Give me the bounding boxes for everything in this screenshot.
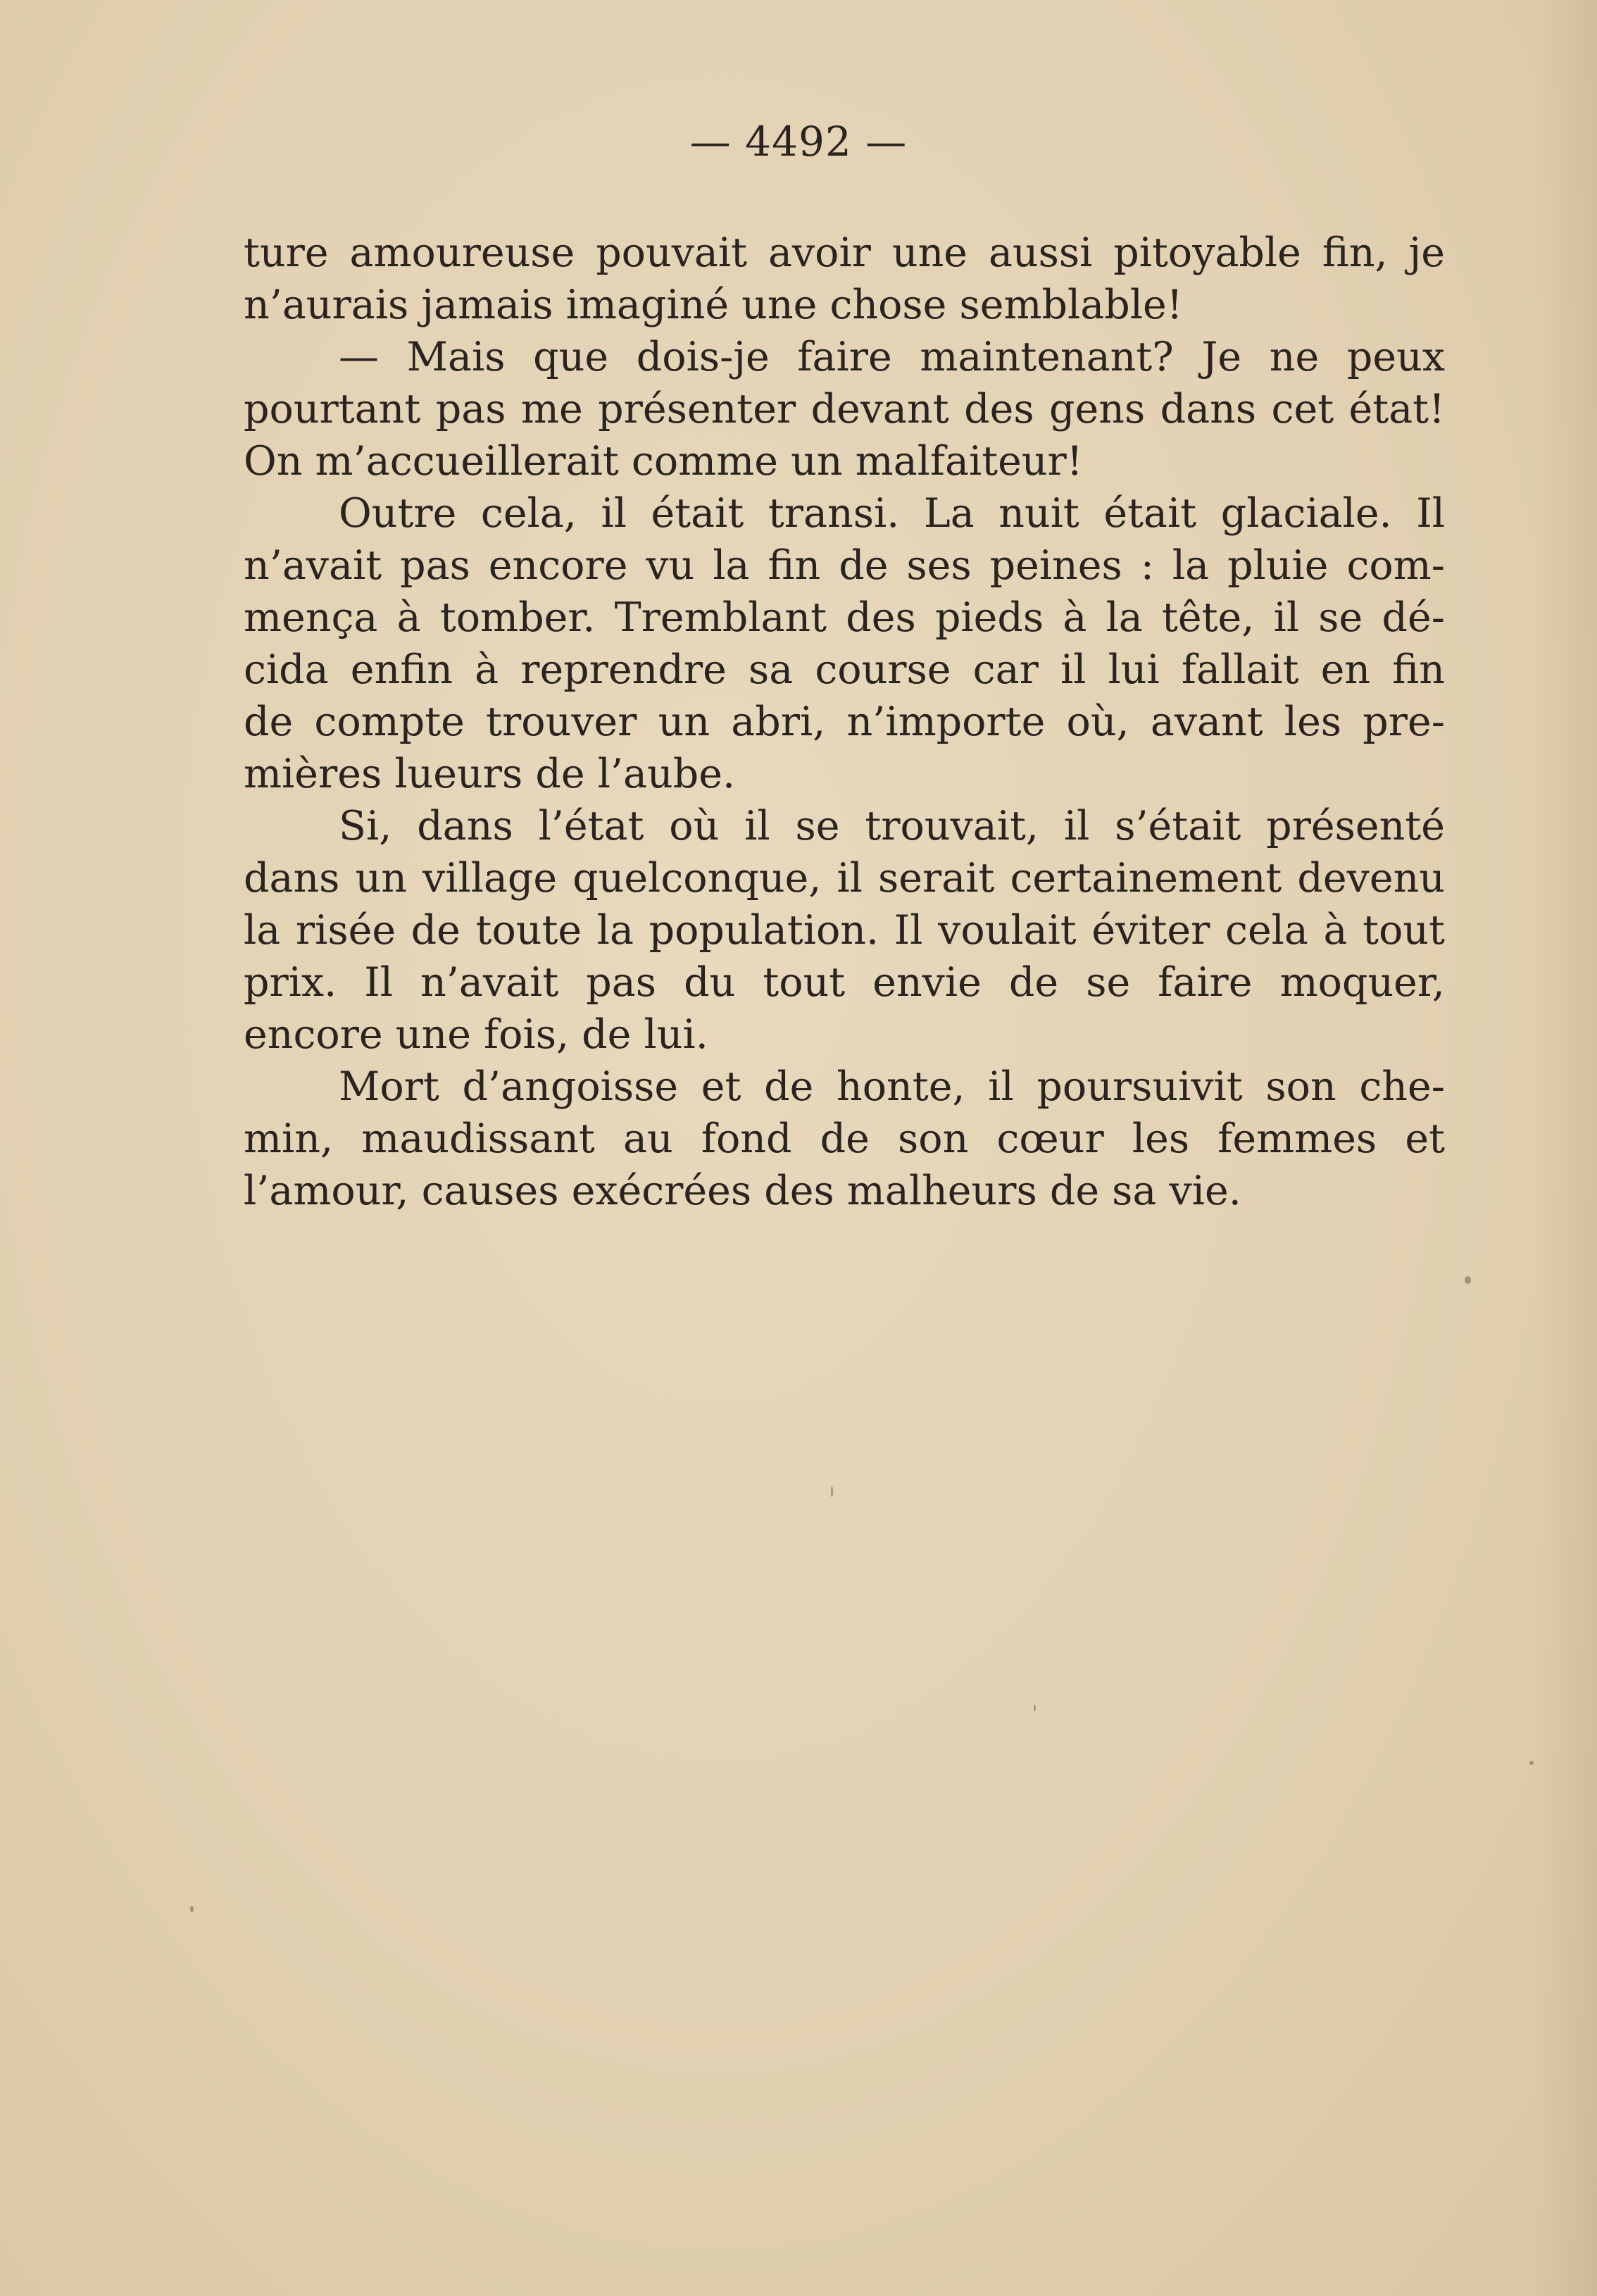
paper-speck bbox=[1034, 1704, 1036, 1711]
text-line: On m’accueillerait comme un malfaiteur! bbox=[244, 438, 1083, 485]
text-line: n’aurais jamais imaginé une chose semblable! bbox=[244, 282, 1183, 328]
body-text bbox=[244, 227, 1445, 1217]
page-number: — 4492 — bbox=[689, 118, 908, 166]
text-line: Si, dans l’état où il se trouvait, il s’était présenté bbox=[339, 803, 1445, 849]
text-line: encore une fois, de lui. bbox=[244, 1011, 708, 1058]
text-line: mença à tomber. Tremblant des pieds à la tête, il se dé- bbox=[244, 594, 1445, 641]
text-line: Outre cela, il était transi. La nuit était glaciale. Il bbox=[339, 490, 1445, 537]
paper-speck bbox=[1529, 1761, 1534, 1765]
text-line: pourtant pas me présenter devant des gens dans cet état! bbox=[244, 386, 1445, 432]
text-line: dans un village quelconque, il serait certainement devenu bbox=[244, 855, 1445, 901]
text-line: prix. Il n’avait pas du tout envie de se faire moquer, bbox=[244, 959, 1445, 1006]
text-line: Mort d’angoisse et de honte, il poursuivit son che- bbox=[339, 1063, 1445, 1110]
paper-speck bbox=[1465, 1276, 1471, 1284]
text-line: min, maudissant au fond de son cœur les femmes et bbox=[244, 1116, 1445, 1162]
page-edge-shading bbox=[1534, 0, 1597, 2296]
text-line: cida enfin à reprendre sa course car il lui fallait en fin bbox=[244, 647, 1445, 693]
text-line: la risée de toute la population. Il voulait éviter cela à tout bbox=[244, 907, 1445, 954]
text-line: mières lueurs de l’aube. bbox=[244, 751, 736, 797]
paper-speck bbox=[831, 1486, 833, 1497]
paper-speck bbox=[190, 1906, 194, 1912]
text-line: n’avait pas encore vu la fin de ses peines : la pluie com- bbox=[244, 542, 1445, 589]
text-line: l’amour, causes exécrées des malheurs de sa vie. bbox=[244, 1168, 1241, 1214]
text-line: ture amoureuse pouvait avoir une aussi pitoyable fin, je bbox=[244, 230, 1445, 276]
text-line: — Mais que dois-je faire maintenant? Je ne peux bbox=[339, 334, 1445, 380]
text-line: de compte trouver un abri, n’importe où, avant les pre- bbox=[244, 699, 1445, 745]
